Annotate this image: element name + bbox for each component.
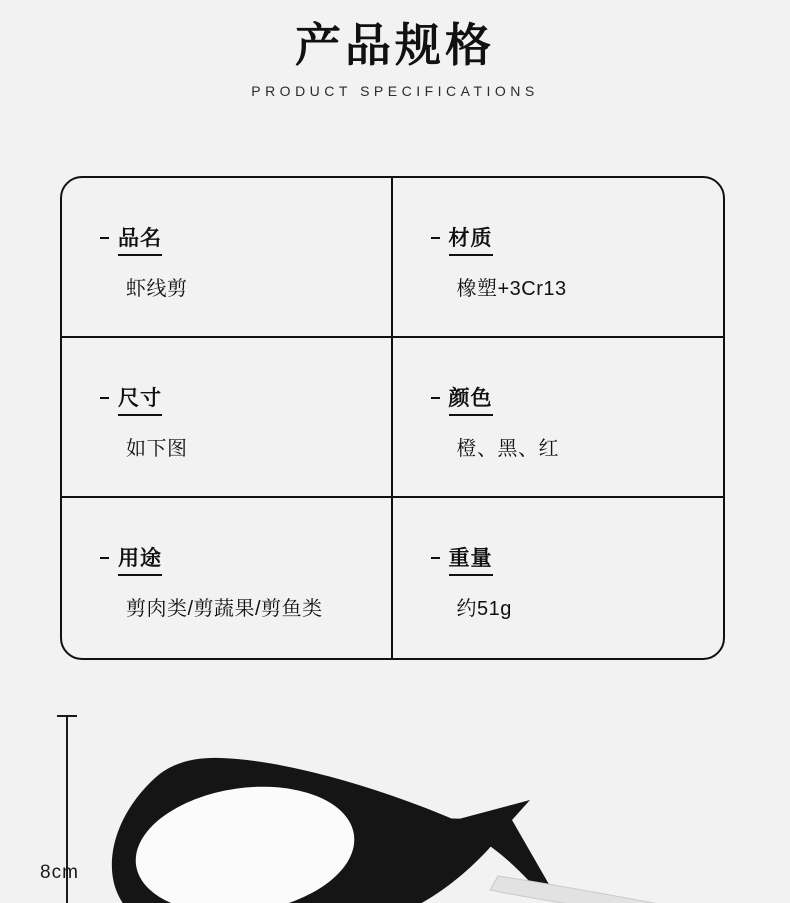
- spec-value: 如下图: [126, 438, 188, 460]
- page-title: 产品规格: [295, 19, 495, 71]
- spec-cell-usage: [62, 498, 393, 658]
- spec-value: 约51g: [456, 598, 512, 620]
- scissors-image: [60, 700, 720, 903]
- dash-icon: [100, 397, 109, 399]
- page-subtitle: PRODUCT SPECIFICATIONS: [251, 83, 539, 100]
- spec-value: 橡塑+3Cr13: [456, 278, 567, 300]
- spec-cell-size: [62, 338, 393, 498]
- product-photo-area: [0, 690, 790, 903]
- dash-icon: [431, 397, 440, 399]
- spec-label: 用途: [118, 542, 162, 576]
- dash-icon: [431, 237, 440, 239]
- spec-label: 颜色: [449, 382, 493, 416]
- spec-label: 尺寸: [118, 382, 162, 416]
- spec-label: 材质: [449, 222, 493, 256]
- spec-label: 重量: [449, 542, 493, 576]
- page-header: [0, 0, 790, 99]
- spec-value: 橙、黑、红: [456, 438, 559, 460]
- blade-shape: [490, 876, 670, 903]
- spec-cell-weight: [393, 498, 724, 658]
- dash-icon: [100, 557, 109, 559]
- spec-cell-product-name: [62, 178, 393, 338]
- specifications-table: [60, 176, 725, 660]
- dash-icon: [100, 237, 109, 239]
- dash-icon: [431, 557, 440, 559]
- spec-label: 品名: [118, 222, 162, 256]
- spec-value: 虾线剪: [126, 278, 188, 300]
- spec-value: 剪肉类/剪蔬果/剪鱼类: [126, 598, 323, 620]
- dimension-label: 8cm: [40, 862, 79, 883]
- spec-cell-color: [393, 338, 724, 498]
- spec-cell-material: [393, 178, 724, 338]
